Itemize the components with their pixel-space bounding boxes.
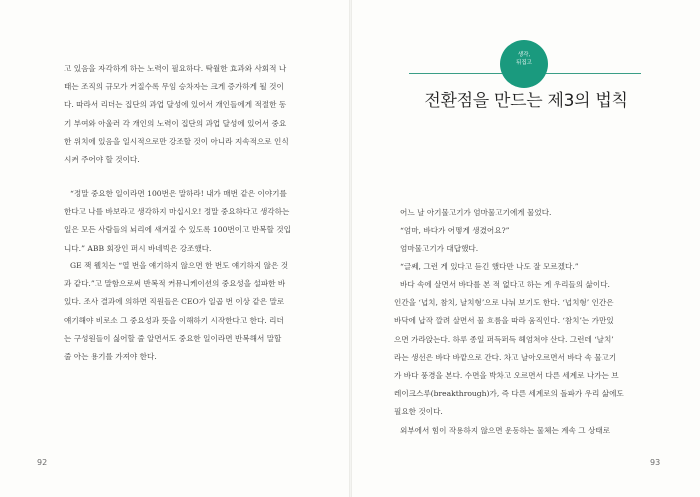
page-number-right: 93 [650, 458, 661, 467]
badge-line-2: 뒤집고 [516, 60, 532, 66]
left-page [0, 0, 349, 497]
text-line: 시켜 주어야 할 것이다. [64, 155, 140, 165]
text-line: 엄마물고기가 대답했다. [400, 244, 479, 253]
right-paragraph-6 [394, 422, 654, 440]
text-line: 라는 생선은 바다 바깥으로 간다. 차고 날아오르면서 바다 속 물고기 [394, 352, 617, 362]
left-paragraph-3 [64, 257, 299, 366]
text-line: 외부에서 힘이 작용하지 않으면 운동하는 물체는 계속 그 상태로 [400, 426, 611, 435]
text-line: 인간을 ‘넙치, 참치, 날치형’으로 나눠 보기도 한다. ‘넙치형’ 인간은 [394, 298, 614, 308]
right-paragraph-5 [394, 276, 654, 422]
text-line: “엄마, 바다가 어떻게 생겼어요?” [400, 226, 510, 235]
right-paragraph-2 [394, 222, 654, 240]
right-paragraph-3 [394, 240, 654, 258]
text-line: 가 바다 풍경을 본다. 수면을 박차고 오르면서 다른 세계로 나가는 브 [394, 371, 619, 381]
text-line: 는 구성원들이 싫어할 줄 알면서도 중요한 일이라면 반복해서 말할 [64, 333, 282, 343]
page-number-left: 92 [37, 458, 48, 467]
right-page [352, 0, 700, 497]
text-line: 일은 모든 사람들의 뇌리에 새겨질 수 있도록 100번이고 반복할 것입 [64, 225, 291, 235]
text-line: 고 있음을 자각하게 하는 노력이 필요하다. 탁월한 효과와 사회적 나 [64, 64, 287, 73]
text-line: 니다.” ABB 회장인 퍼시 바네빅은 강조했다. [64, 243, 212, 253]
chapter-title: 전환점을 만드는 제3의 법칙 [424, 91, 628, 111]
text-line: 과 같다.”고 말함으로써 반복적 커뮤니케이션의 중요성을 설파한 바 [64, 279, 286, 289]
text-line: 다. 따라서 리더는 집단의 과업 달성에 있어서 개인들에게 적절한 동 [64, 100, 287, 110]
text-line: 으면 가라앉는다. 하루 종일 퍼득퍼득 헤엄쳐야 산다. 그런데 ‘날치’ [394, 334, 614, 344]
text-line: 있다. 조사 결과에 의하면 직원들은 CEO가 일곱 번 이상 같은 말로 [64, 297, 285, 307]
text-line: 레이크스루(breakthrough)가, 즉 다른 세계로의 돌파가 우리 삶에도 [394, 389, 624, 399]
text-line: 줄 아는 용기를 가져야 한다. [64, 352, 157, 362]
text-line: 어느 날 아기물고기가 엄마물고기에게 물었다. [400, 208, 552, 217]
text-line: GE 잭 웰치는 “열 번을 얘기하지 않으면 한 번도 얘기하지 않은 것 [70, 261, 289, 270]
text-line: 한다고 나를 바보라고 생각하지 마십시오! 정말 중요하다고 생각하는 [64, 207, 290, 217]
chapter-badge [500, 40, 548, 88]
text-line: 기 부여와 아울러 각 개인의 노력이 집단의 과업 달성에 있어서 중요 [64, 118, 287, 128]
text-line: 바다 속에 살면서 바다를 본 적 없다고 하는 게 우리들의 삶이다. [400, 280, 610, 289]
text-line: 필요한 것이다. [394, 407, 443, 417]
left-paragraph-1 [64, 60, 299, 169]
badge-line-1: 생각, [517, 52, 531, 58]
text-line: 바닥에 납작 깔려 살면서 물 흐름을 따라 움직인다. ‘참치’는 가만있 [394, 316, 614, 326]
text-line: 한 위치에 있음을 일시적으로만 강조할 것이 아니라 지속적으로 인식 [64, 136, 289, 146]
text-line: 태는 조직의 규모가 커질수록 무임 승차자는 크게 증가하게 될 것이 [64, 82, 284, 92]
text-line: “글쎄, 그런 게 있다고 듣긴 했다만 나도 잘 모르겠다.” [400, 262, 579, 271]
text-line: “정말 중요한 일이라면 100번은 말하라! 내가 매번 같은 이야기를 [70, 189, 287, 198]
text-line: 얘기해야 비로소 그 중요성과 뜻을 이해하기 시작한다고 한다. 리더 [64, 315, 284, 325]
left-paragraph-2 [64, 185, 299, 258]
right-paragraph-4 [394, 258, 654, 276]
right-paragraph-1 [394, 204, 654, 222]
